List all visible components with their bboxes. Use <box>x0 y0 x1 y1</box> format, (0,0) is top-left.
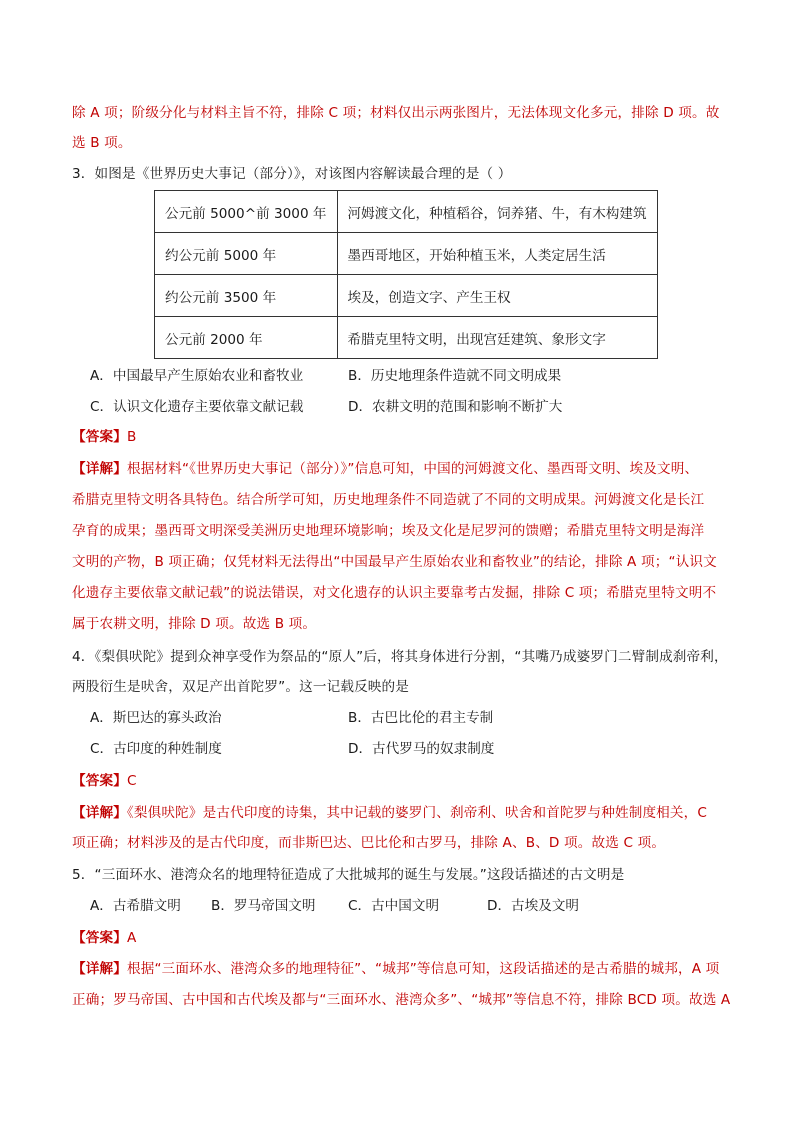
prev-analysis-line-1: 除 A 项；阶级分化与材料主旨不符，排除 C 项；材料仅出示两张图片，无法体现文化多元，排除 D 项。故 <box>72 105 720 121</box>
q4-option-b: B．古巴比伦的君主专制 <box>348 710 494 726</box>
analysis-text: 《梨俱吠陀》是古代印度的诗集，其中记载的婆罗门、刹帝利、吠舍和首陀罗与种姓制度相关，C <box>126 805 708 821</box>
q3-option-b: B．历史地理条件造就不同文明成果 <box>348 368 562 384</box>
table-cell: 公元前 5000^前 3000 年 <box>155 191 338 233</box>
analysis-label: 【详解】 <box>72 961 127 977</box>
q3-answer <box>72 428 728 446</box>
table-row <box>155 275 658 317</box>
table-row <box>155 233 658 275</box>
q4-analysis-line-1 <box>72 804 728 822</box>
table-cell: 公元前 2000 年 <box>155 317 338 359</box>
q4-answer <box>72 772 728 790</box>
answer-label: 【答案】 <box>72 429 127 445</box>
analysis-text: 根据材料“《世界历史大事记（部分）》”信息可知，中国的河姆渡文化、墨西哥文明、埃及文明、 <box>126 461 699 477</box>
q4-analysis-line-2: 项正确；材料涉及的是古代印度，而非斯巴达、巴比伦和古罗马，排除 A、B、D 项。故选 C 项。 <box>72 835 666 851</box>
q3-option-a: A．中国最早产生原始农业和畜牧业 <box>90 368 304 384</box>
table-row <box>155 191 658 233</box>
q3-events-table <box>154 190 658 359</box>
q3-option-c: C．认识文化遗存主要依靠文献记载 <box>90 399 304 415</box>
q4-option-d: D．古代罗马的奴隶制度 <box>348 741 495 757</box>
q3-analysis-line-1 <box>72 460 728 478</box>
q3-analysis-line-2: 希腊克里特文明各具特色。结合所学可知，历史地理条件不同造就了不同的文明成果。河姆渡文化是长江 <box>72 492 705 508</box>
answer-value: B <box>126 429 137 445</box>
table-cell: 埃及，创造文字、产生王权 <box>337 275 657 317</box>
q3-analysis-line-5: 化遗存主要依靠文献记载”的说法错误，对文化遗存的认识主要靠考古发掘，排除 C 项；希腊克里特文明不 <box>72 585 717 601</box>
q4-option-c: C．古印度的种姓制度 <box>90 741 222 757</box>
table-cell: 河姆渡文化，种植稻谷，饲养猪、牛，有木构建筑 <box>337 191 657 233</box>
q3-analysis-line-3: 孕育的成果；墨西哥文明深受美洲历史地理环境影响；埃及文化是尼罗河的馈赠；希腊克里特文明是海洋 <box>72 523 705 539</box>
answer-value: C <box>126 773 137 789</box>
analysis-label: 【详解】 <box>72 805 127 821</box>
q5-stem: 5．“三面环水、港湾众名的地理特征造成了大批城邦的诞生与发展。”这段话描述的古文明是 <box>72 867 625 883</box>
q3-analysis-line-4: 文明的产物，B 项正确；仅凭材料无法得出“中国最早产生原始农业和畜牧业”的结论，排除 A 项；“认识文 <box>72 554 717 570</box>
analysis-text: 根据“三面环水、港湾众多的地理特征”、“城邦”等信息可知，这段话描述的是古希腊的城邦，A 项 <box>126 961 720 977</box>
q3-stem: 3．如图是《世界历史大事记（部分）》，对该图内容解读最合理的是（ ） <box>72 166 512 182</box>
q5-option-d: D．古埃及文明 <box>487 898 580 914</box>
q4-stem-line-1: 4．《梨俱吠陀》提到众神享受作为祭品的“原人”后，将其身体进行分割，“其嘴乃成婆罗门二臂制成刹帝利， <box>72 649 728 665</box>
table-row <box>155 317 658 359</box>
q3-option-d: D．农耕文明的范围和影响不断扩大 <box>348 399 563 415</box>
q4-stem-line-2: 两股衍生是吠舍，双足产出首陀罗”。这一记载反映的是 <box>72 679 410 695</box>
table-cell: 墨西哥地区，开始种植玉米，人类定居生活 <box>337 233 657 275</box>
q5-option-b: B．罗马帝国文明 <box>211 898 316 914</box>
answer-label: 【答案】 <box>72 773 127 789</box>
answer-value: A <box>126 930 137 946</box>
q5-option-c: C．古中国文明 <box>348 898 440 914</box>
q5-option-a: A．古希腊文明 <box>90 898 181 914</box>
table-cell: 希腊克里特文明，出现宫廷建筑、象形文字 <box>337 317 657 359</box>
table-cell: 约公元前 5000 年 <box>155 233 338 275</box>
table-cell: 约公元前 3500 年 <box>155 275 338 317</box>
q5-analysis-line-1 <box>72 960 728 978</box>
q5-answer <box>72 929 728 947</box>
prev-analysis-line-2: 选 B 项。 <box>72 135 132 151</box>
analysis-label: 【详解】 <box>72 461 127 477</box>
q3-analysis-line-6: 属于农耕文明，排除 D 项。故选 B 项。 <box>72 616 317 632</box>
q5-analysis-line-2: 正确；罗马帝国、古中国和古代埃及都与“三面环水、港湾众多”、“城邦”等信息不符，排除 BCD 项。故选 A <box>72 992 731 1008</box>
q4-option-a: A．斯巴达的寡头政治 <box>90 710 222 726</box>
answer-label: 【答案】 <box>72 930 127 946</box>
